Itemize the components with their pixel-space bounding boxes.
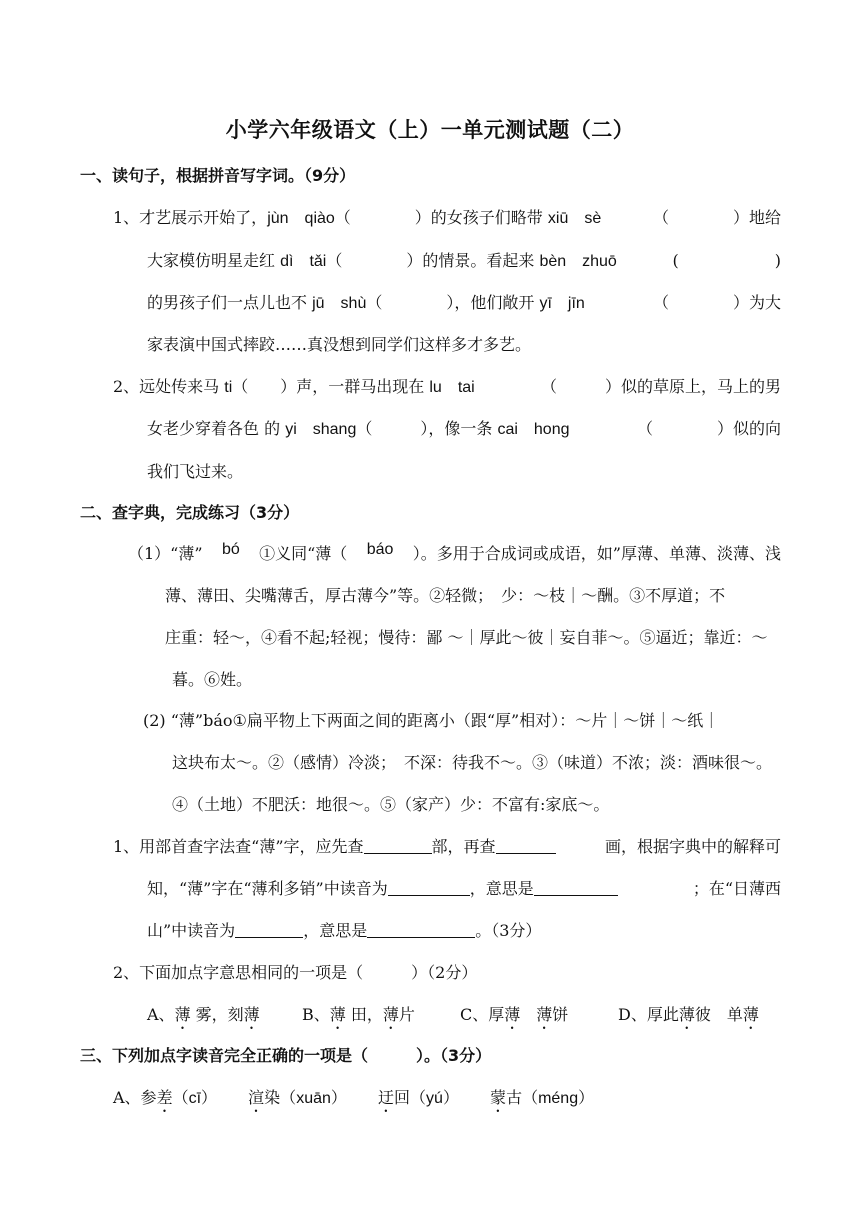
s2-def1-line-3: 庄重：轻～，④看不起;轻视；慢待：鄙 ～｜厚此～彼｜妄自菲～。⑤逼近；靠近：～ [165, 628, 768, 647]
pinyin: jùn qiào [267, 210, 335, 227]
pinyin: yī jīn [539, 295, 585, 312]
pinyin: xuān [296, 1090, 331, 1107]
dotted-char: 薄 [536, 1005, 553, 1024]
pinyin: lu tai [429, 379, 475, 396]
section-3-heading: 三、下列加点字读音完全正确的一项是（ ）。（3分） [80, 1046, 492, 1065]
s2-q1-line-1: 1、用部首查字法查“薄”字，应先查 部，再查 画，根据字典中的解释可 [113, 837, 781, 856]
s2-q2-option-a[interactable]: A、薄 雾，刻薄 [147, 1005, 260, 1024]
pinyin: cī [188, 1090, 202, 1107]
dotted-char: 渲 [248, 1088, 265, 1107]
dotted-char: 薄 [504, 1005, 521, 1024]
dotted-char: 差 [156, 1088, 173, 1107]
pinyin: jū shù [312, 295, 367, 312]
pinyin: bó [221, 541, 240, 558]
answer-blank[interactable] [534, 879, 618, 896]
s2-def1-line-1: （1）“薄” bó ①义同“薄（ báo ）。多用于合成词或成语，如”厚薄、单薄、淡薄、浅 [128, 541, 781, 563]
pinyin: méng [538, 1090, 579, 1107]
s2-def2-line-3: ④（土地）不肥沃：地很～。⑤（家产）少：不富有:家底～。 [172, 795, 610, 814]
s2-def1-line-4: 暮。⑥姓。 [172, 670, 253, 689]
page-title: 小学六年级语文（上）一单元测试题（二） [225, 118, 635, 142]
answer-blank[interactable] [388, 879, 470, 896]
dotted-char: 薄 [382, 1005, 399, 1024]
s1-q1-line-1: 1、才艺展示开始了，jùn qiào（ ）的女孩子们略带 xiū sè （ ）地给 [113, 208, 781, 227]
pinyin: dì tǎi [280, 253, 327, 270]
s2-def2-line-1: (2) “薄”báo①扁平物上下两面之间的距离小（跟“厚”相对）：～片｜～饼｜～纸｜ [143, 711, 720, 730]
pinyin: ti [224, 379, 233, 396]
s1-q1-line-4: 家表演中国式摔跤……真没想到同学们这样多才多艺。 [147, 335, 532, 354]
s1-q1-line-3: 的男孩子们一点儿也不 jū shù（ ），他们敞开 yī jīn （ ）为大 [147, 293, 781, 312]
pinyin: bèn zhuō [539, 253, 617, 270]
s2-q2-option-b[interactable]: B、薄 田，薄片 [302, 1005, 415, 1024]
dotted-char: 薄 [243, 1005, 260, 1024]
s2-q1-line-2: 知，“薄”字在“薄利多销”中读音为 ，意思是 ；在“日薄西 [147, 879, 781, 898]
s1-q1-line-2: 大家模仿明星走红 dì tǎi（ ）的情景。看起来 bèn zhuō ( ) [147, 251, 781, 270]
dotted-char: 薄 [174, 1005, 191, 1024]
dotted-char: 蒙 [490, 1088, 507, 1107]
s3-option-a[interactable]: A、参差（cī） 渲染（xuān） 迂回（yú） 蒙古（méng） [113, 1088, 595, 1107]
s2-q2-option-c[interactable]: C、厚薄 薄饼 [460, 1005, 569, 1024]
pinyin: yú [426, 1090, 443, 1107]
section-1-heading: 一、读句子，根据拼音写字词。（9分） [80, 166, 356, 185]
s2-q2-option-d[interactable]: D、厚此薄彼 单薄 [618, 1005, 759, 1024]
s1-q2-line-1: 2、远处传来马 ti（ ）声，一群马出现在 lu tai （ ）似的草原上，马上的男 [113, 377, 781, 396]
s2-def1-line-2: 薄、薄田、尖嘴薄舌，厚古薄今”等。②轻微； 少：～枝｜～酬。③不厚道；不 [165, 586, 726, 605]
dotted-char: 薄 [678, 1005, 695, 1024]
answer-blank[interactable] [496, 837, 556, 854]
dotted-char: 薄 [742, 1005, 759, 1024]
dotted-char: 迂 [378, 1088, 395, 1107]
s2-q2-question: 2、下面加点字意思相同的一项是（ ）（2分） [113, 963, 478, 982]
pinyin: cai hong [497, 421, 570, 438]
s1-q2-line-2: 女老少穿着各色 的 yi shang（ ），像一条 cai hong （ ）似的向 [147, 419, 781, 438]
answer-blank[interactable] [364, 837, 432, 854]
answer-blank[interactable] [367, 921, 475, 938]
pinyin: xiū sè [547, 210, 602, 227]
s2-def2-line-2: 这块布太～。②（感情）冷淡； 不深：待我不～。③（味道）不浓；淡：酒味很～。 [172, 753, 773, 772]
pinyin: yi shang [285, 421, 357, 438]
section-2-heading: 二、查字典，完成练习（3分） [80, 503, 300, 522]
answer-blank[interactable] [235, 921, 303, 938]
dotted-char: 薄 [329, 1005, 346, 1024]
s1-q2-line-3: 我们飞过来。 [147, 462, 244, 481]
pinyin: báo [366, 541, 394, 558]
s2-q1-line-3: 山”中读音为 ，意思是 。（3分） [147, 921, 542, 940]
